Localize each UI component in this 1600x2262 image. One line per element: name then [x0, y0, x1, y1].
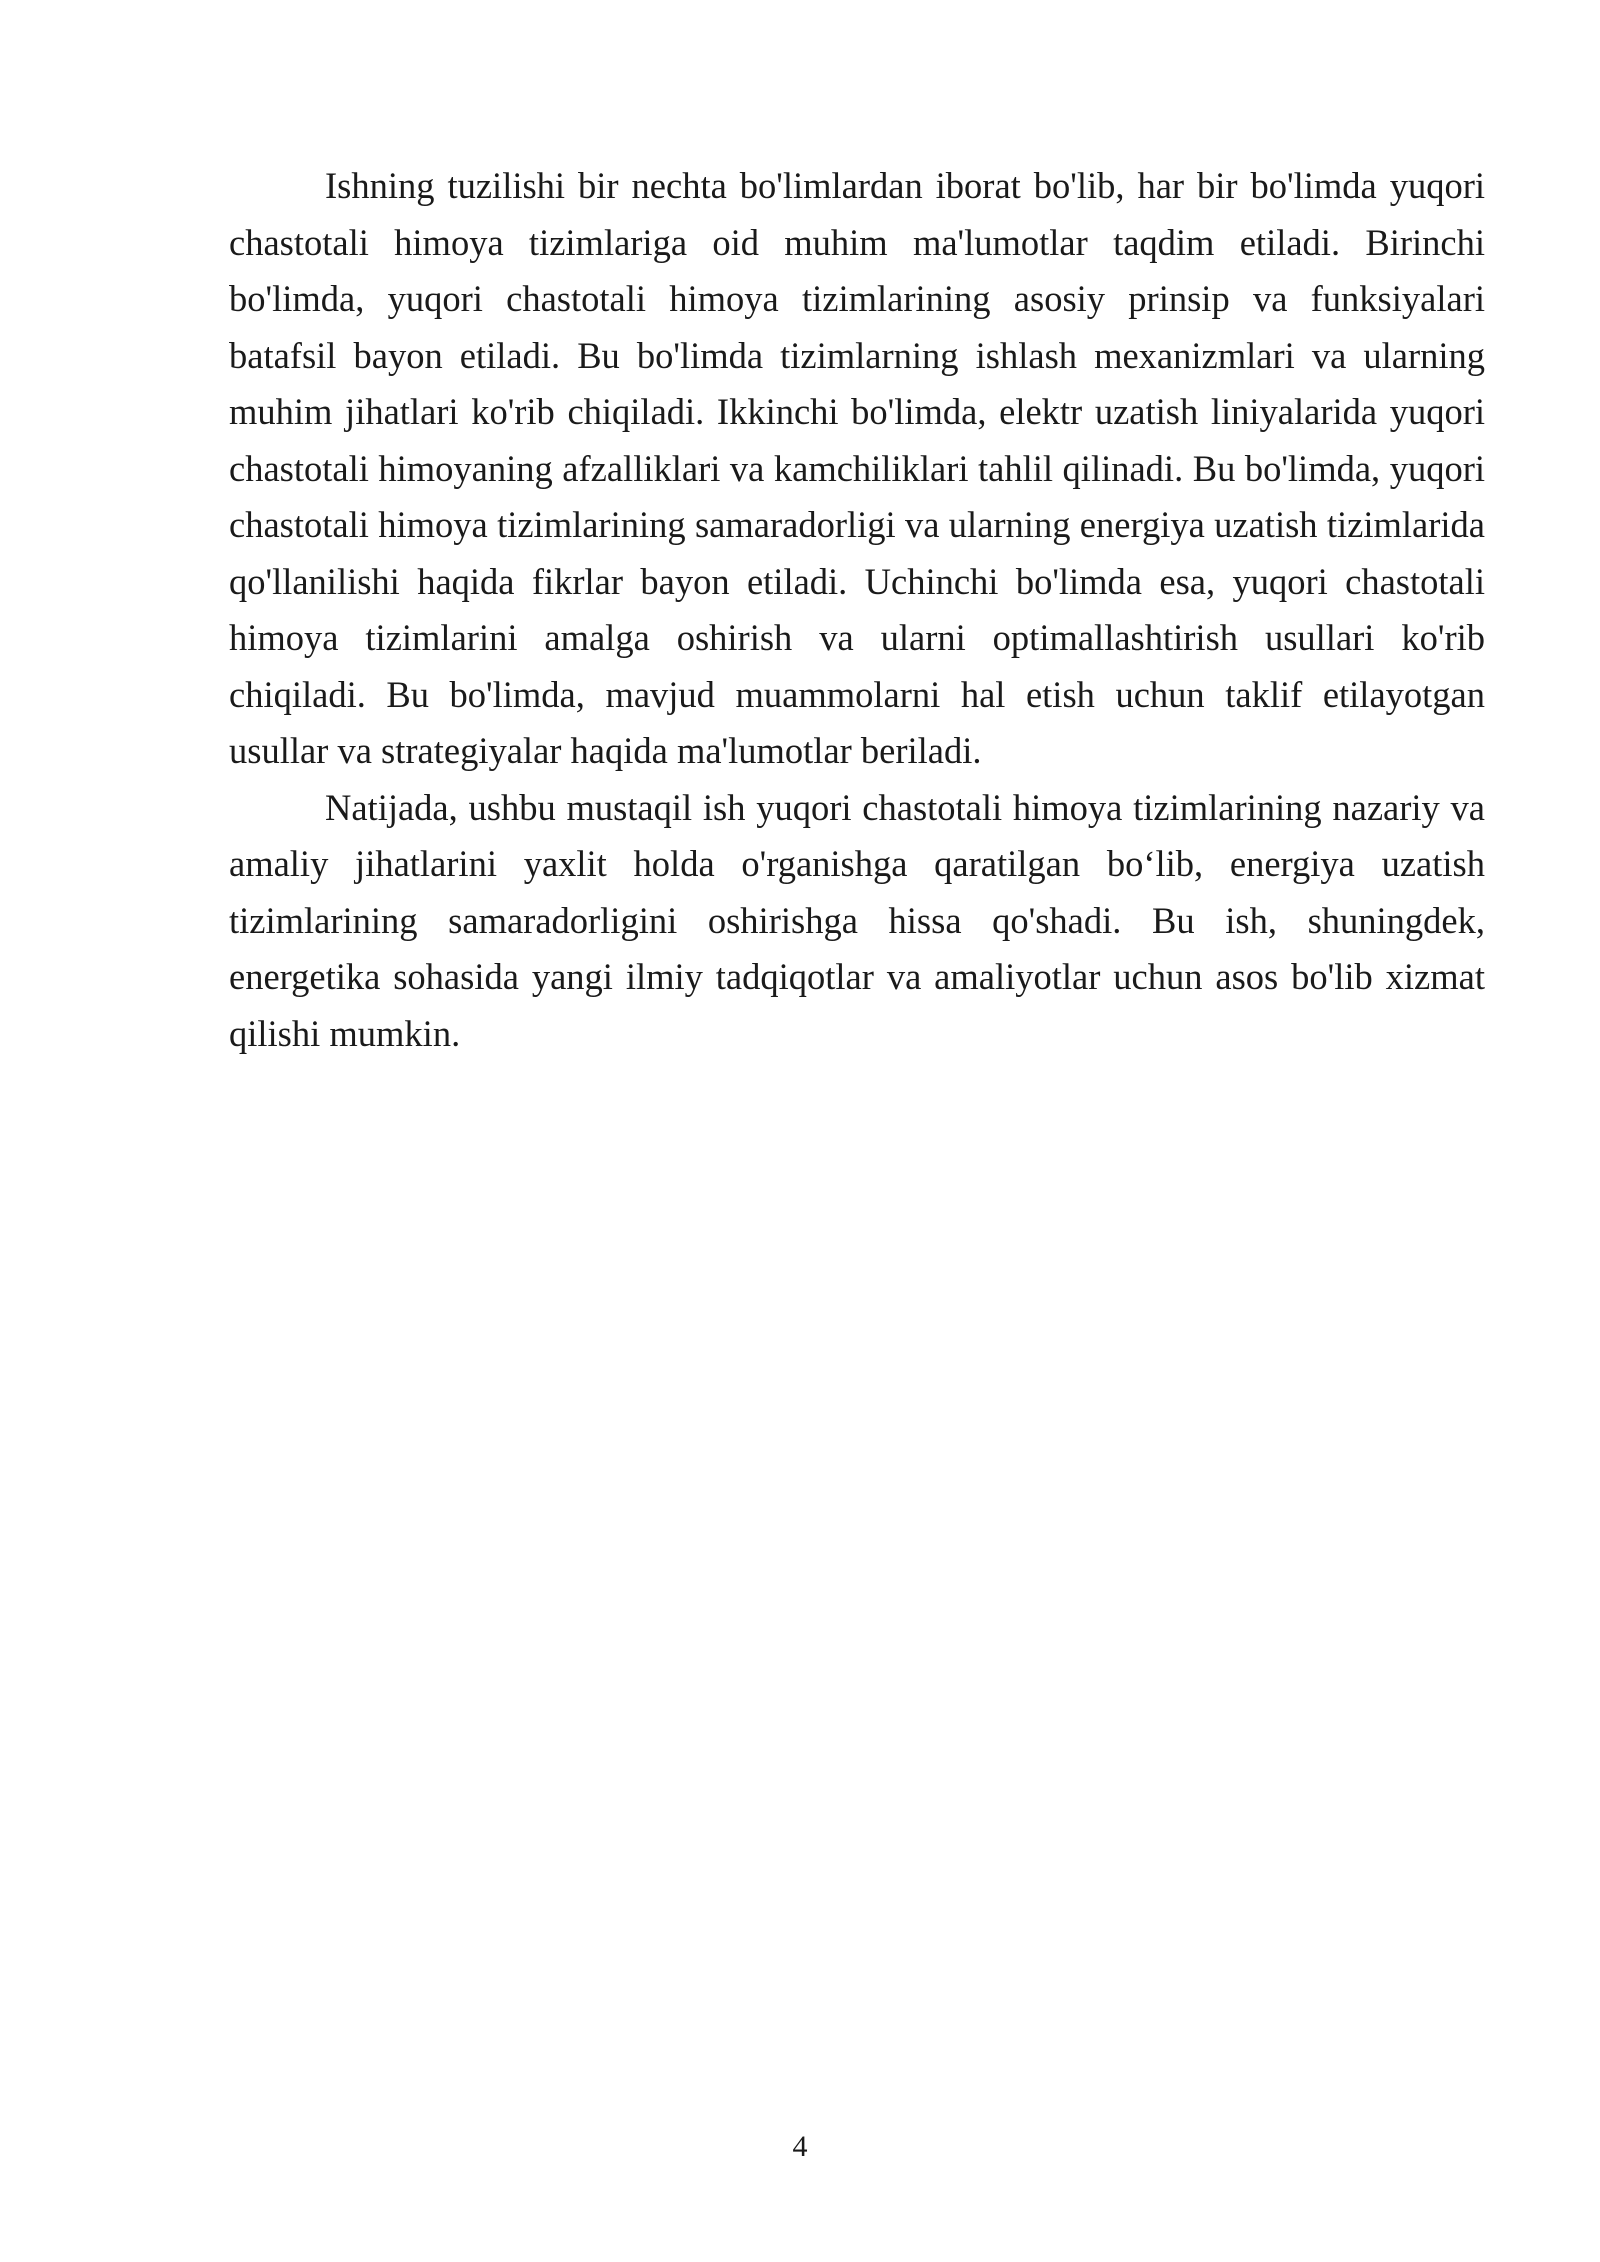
- page-number: 4: [792, 2130, 808, 2163]
- paragraph-structure: Ishning tuzilishi bir nechta bo'limlardan iborat bo'lib, har bir bo'limda yuqori chastotali himoya tizimlariga oid muhim ma'lumotlar taqdim etiladi. Birinchi bo'limda, yuqori chastotali himoya tizimlarining asosiy prinsip va funksiyalari batafsil bayon etiladi. Bu bo'limda tizimlarning ishlash mexanizmlari va ularning muhim jihatlari ko'rib chiqiladi. Ikkinchi bo'limda, elektr uzatish liniyalarida yuqori chastotali himoyaning afzalliklari va kamchiliklari tahlil qilinadi. Bu bo'limda, yuqori chastotali himoya tizimlarining samaradorligi va ularning energiya uzatish tizimlarida qo'llanilishi haqida fikrlar bayon etiladi. Uchinchi bo'limda esa, yuqori chastotali himoya tizimlarini amalga oshirish va ularni optimallashtirish usullari ko'rib chiqiladi. Bu bo'limda, mavjud muammolarni hal etish uchun taklif etilayotgan usullar va strategiyalar haqida ma'lumotlar beriladi.: [229, 165, 1485, 771]
- body-text: [229, 158, 1485, 1062]
- paragraph-conclusion: Natijada, ushbu mustaqil ish yuqori chastotali himoya tizimlarining nazariy va amaliy jihatlarini yaxlit holda o'rganishga qaratilgan bo‘lib, energiya uzatish tizimlarining samaradorligini oshirishga hissa qo'shadi. Bu ish, shuningdek, energetika sohasida yangi ilmiy tadqiqotlar va amaliyotlar uchun asos bo'lib xizmat qilishi mumkin.: [229, 786, 1485, 1054]
